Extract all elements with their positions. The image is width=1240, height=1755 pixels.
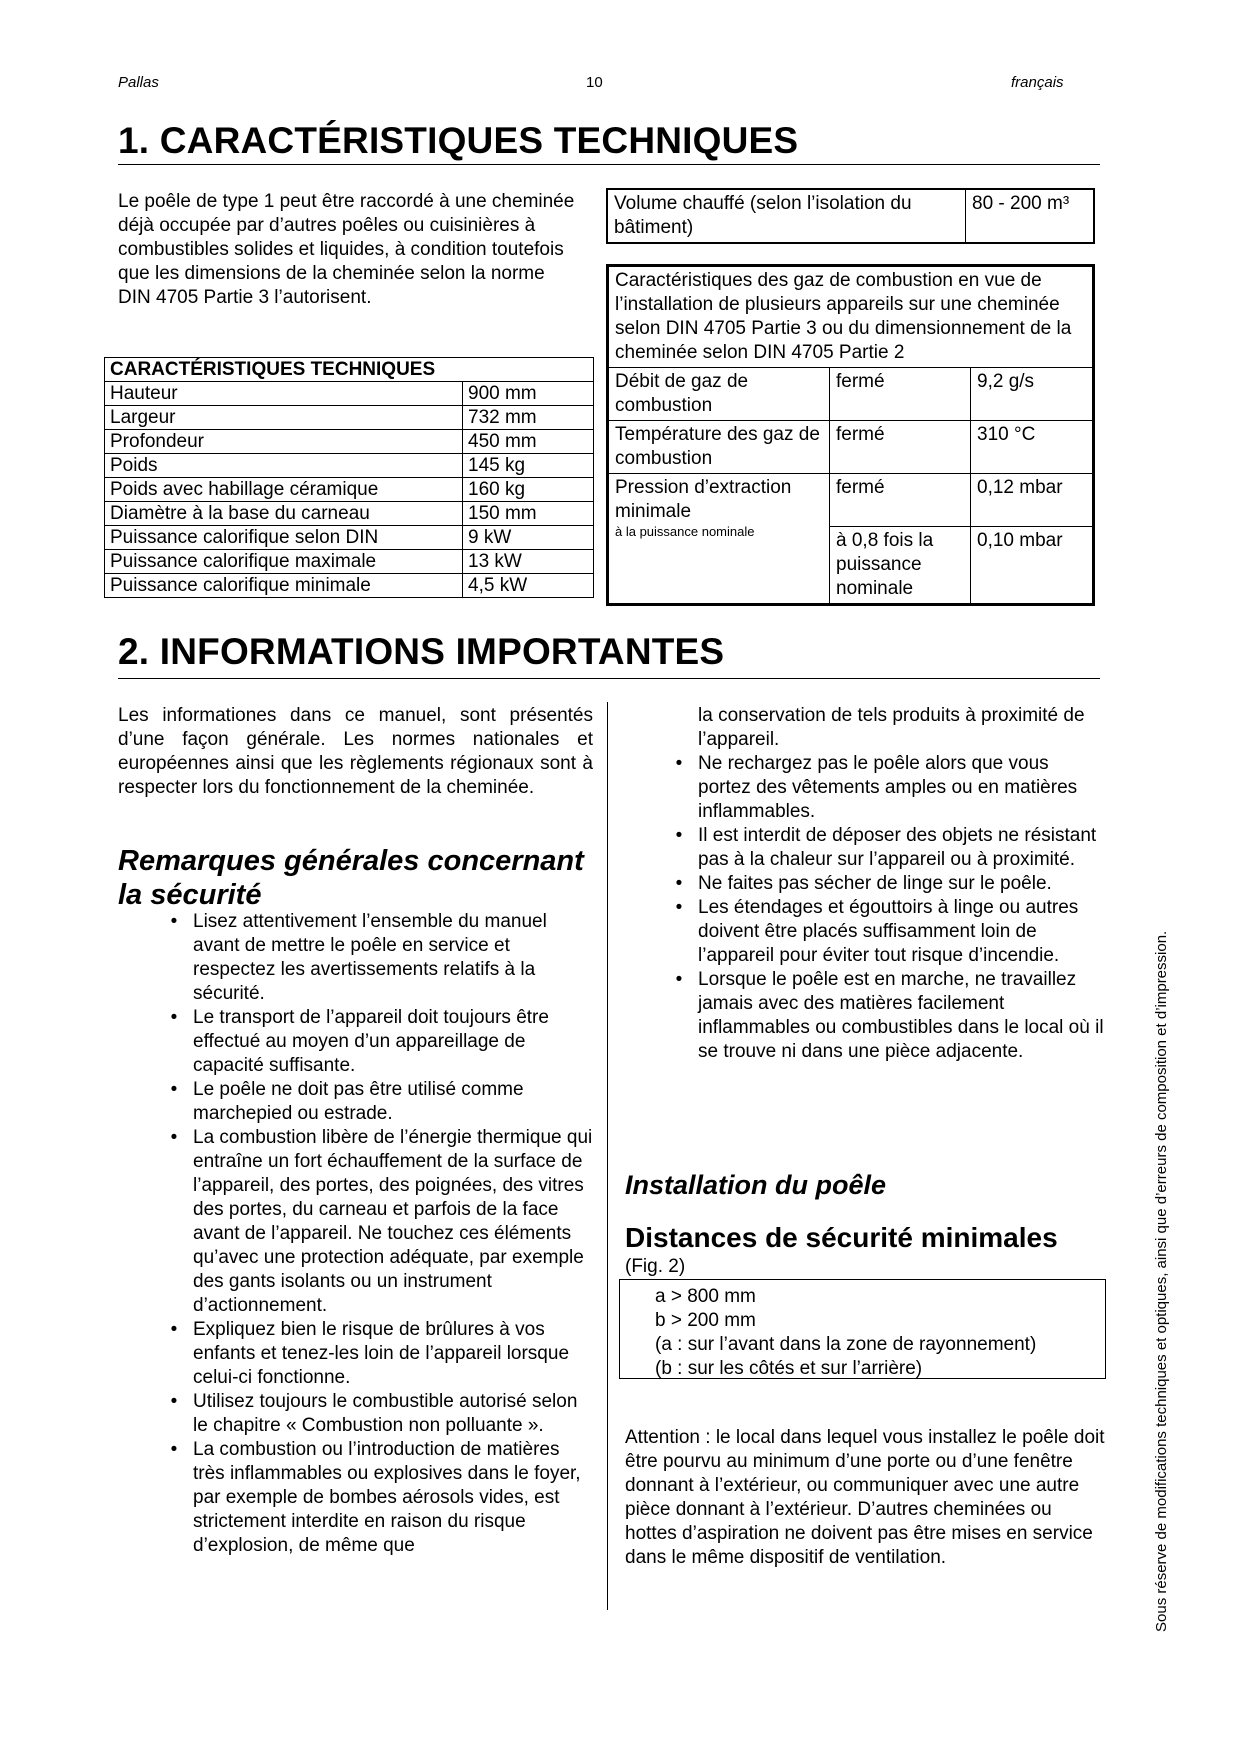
table-row: Largeur 732 mm bbox=[105, 406, 594, 430]
table-row: Débit de gaz de combustion fermé 9,2 g/s bbox=[608, 368, 1094, 421]
section2-intro: Les informationes dans ce manuel, sont présentés d’une façon générale. Les normes nationales et européennes ainsi que les règlements régionaux sont à respecter lors du fonctionnement de la cheminée. bbox=[118, 705, 593, 798]
bullet-icon: • bbox=[675, 753, 683, 774]
bullet-icon: • bbox=[170, 911, 178, 932]
header-right: français bbox=[1011, 74, 1064, 91]
volume-label: Volume chauffé (selon l’isolation du bâtiment) bbox=[607, 189, 966, 243]
table-row: Profondeur 450 mm bbox=[105, 430, 594, 454]
attention-text: Attention : le local dans lequel vous installez le poêle doit être pourvu au minimum d’une porte ou d’une fenêtre donnant à l’extérieur, ou communiquer avec une autre pièce donnant à l’extérieur. D’autres cheminées ou hottes d’aspiration ne doivent pas être mises en service dans le même dispositif de ventilation. bbox=[625, 1427, 1105, 1568]
gas-table bbox=[606, 264, 1095, 606]
section1-title: 1. CARACTÉRISTIQUES TECHNIQUES bbox=[118, 120, 799, 161]
distance-b-note: (b : sur les côtés et sur l’arrière) bbox=[655, 1358, 923, 1379]
continuation-text: la conservation de tels produits à proximité de l’appareil. bbox=[698, 705, 1085, 750]
bullet-icon: • bbox=[170, 1439, 178, 1460]
safety-list-right bbox=[660, 752, 1106, 1064]
list-item: • Lorsque le poêle est en marche, ne travaillez jamais avec des matières facilement inflammables ou combustibles dans le local où il se trouve ni dans une pièce adjacente. bbox=[660, 968, 1106, 1064]
bullet-icon: • bbox=[170, 1079, 178, 1100]
table-row: Température des gaz de combustion fermé 310 °C bbox=[608, 421, 1094, 474]
bullet-icon: • bbox=[675, 897, 683, 918]
bullet-icon: • bbox=[170, 1391, 178, 1412]
list-item: • Il est interdit de déposer des objets ne résistant pas à la chaleur sur l’appareil ou à proximité. bbox=[660, 824, 1106, 872]
list-item: • Le transport de l’appareil doit toujours être effectué au moyen d’un appareillage de capacité suffisante. bbox=[155, 1006, 595, 1078]
bullet-icon: • bbox=[170, 1319, 178, 1340]
distances-box bbox=[619, 1279, 1106, 1379]
gas-title: Caractéristiques des gaz de combustion en vue de l’installation de plusieurs appareils sur une cheminée selon DIN 4705 Partie 3 ou du dimensionnement de la cheminée selon DIN 4705 Partie 2 bbox=[608, 266, 1094, 368]
volume-value: 80 - 200 m³ bbox=[966, 189, 1095, 243]
distance-a-note: (a : sur l’avant dans la zone de rayonnement) bbox=[655, 1334, 1037, 1355]
table-row: Poids 145 kg bbox=[105, 454, 594, 478]
bullet-icon: • bbox=[675, 969, 683, 990]
table-row: Hauteur 900 mm bbox=[105, 382, 594, 406]
list-item: • La combustion ou l’introduction de matières très inflammables ou explosives dans le foyer, par exemple de bombes aérosols vides, est strictement interdite en raison du risque d’explosion, de même que bbox=[155, 1438, 595, 1558]
safety-title: Remarques générales concernant la sécurité bbox=[118, 845, 584, 911]
header-left: Pallas bbox=[118, 74, 159, 91]
bullet-icon: • bbox=[675, 825, 683, 846]
specs-table bbox=[104, 357, 594, 598]
bullet-icon: • bbox=[675, 873, 683, 894]
table-row: Puissance calorifique selon DIN 9 kW bbox=[105, 526, 594, 550]
list-item: • Ne rechargez pas le poêle alors que vous portez des vêtements amples ou en matières inflammables. bbox=[660, 752, 1106, 824]
table-row: Diamètre à la base du carneau 150 mm bbox=[105, 502, 594, 526]
distance-b: b > 200 mm bbox=[655, 1310, 756, 1331]
side-note: Sous réserve de modifications techniques et optiques, ainsi que d’erreurs de composition et d’impression. bbox=[1153, 930, 1170, 1632]
table-row: à 0,8 fois la puissance nominale 0,10 mbar bbox=[608, 527, 1094, 605]
list-item: • Ne faites pas sécher de linge sur le poêle. bbox=[660, 872, 1106, 896]
table-row: Puissance calorifique maximale 13 kW bbox=[105, 550, 594, 574]
list-item: • Utilisez toujours le combustible autorisé selon le chapitre « Combustion non polluante ». bbox=[155, 1390, 595, 1438]
distance-a: a > 800 mm bbox=[655, 1286, 756, 1307]
volume-table bbox=[606, 188, 1095, 244]
section2-rule bbox=[118, 678, 1100, 679]
list-item: • Lisez attentivement l’ensemble du manuel avant de mettre le poêle en service et respectez les avertissements relatifs à la sécurité. bbox=[155, 910, 595, 1006]
fig-ref: (Fig. 2) bbox=[625, 1256, 686, 1277]
bullet-icon: • bbox=[170, 1007, 178, 1028]
list-item: • Expliquez bien le risque de brûlures à vos enfants et tenez-les loin de l’appareil lorsque celui-ci fonctionne. bbox=[155, 1318, 595, 1390]
table-row: Puissance calorifique minimale 4,5 kW bbox=[105, 574, 594, 598]
distances-title: Distances de sécurité minimales bbox=[625, 1222, 1058, 1253]
section2-title: 2. INFORMATIONS IMPORTANTES bbox=[118, 631, 725, 672]
bullet-icon: • bbox=[170, 1127, 178, 1148]
section1-rule bbox=[118, 164, 1100, 165]
list-item: • Le poêle ne doit pas être utilisé comme marchepied ou estrade. bbox=[155, 1078, 595, 1126]
table-row: Pression d’extraction minimale à la puissance nominale fermé 0,12 mbar bbox=[608, 474, 1094, 527]
list-item: • La combustion libère de l’énergie thermique qui entraîne un fort échauffement de la surface de l’appareil, des portes, des poignées, des vitres des portes, du carneau et parfois de la face avant de l’appareil. Ne touchez ces éléments qu’avec une protection adéquate, par exemple des gants isolants ou un instrument d’actionnement. bbox=[155, 1126, 595, 1318]
install-title: Installation du poêle bbox=[625, 1170, 887, 1200]
section1-intro: Le poêle de type 1 peut être raccordé à une cheminée déjà occupée par d’autres poêles ou cuisinières à combustibles solides et liquides, à condition toutefois que les dimensions de la cheminée selon la norme DIN 4705 Partie 3 l’autorisent. bbox=[118, 191, 575, 308]
safety-list-left bbox=[155, 910, 595, 1558]
list-item: • Les étendages et égouttoirs à linge ou autres doivent être placés suffisamment loin de l’appareil pour éviter tout risque d’incendie. bbox=[660, 896, 1106, 968]
specs-title: CARACTÉRISTIQUES TECHNIQUES bbox=[105, 358, 594, 382]
column-divider bbox=[607, 702, 608, 1610]
page-number: 10 bbox=[586, 74, 603, 91]
table-row: Poids avec habillage céramique 160 kg bbox=[105, 478, 594, 502]
